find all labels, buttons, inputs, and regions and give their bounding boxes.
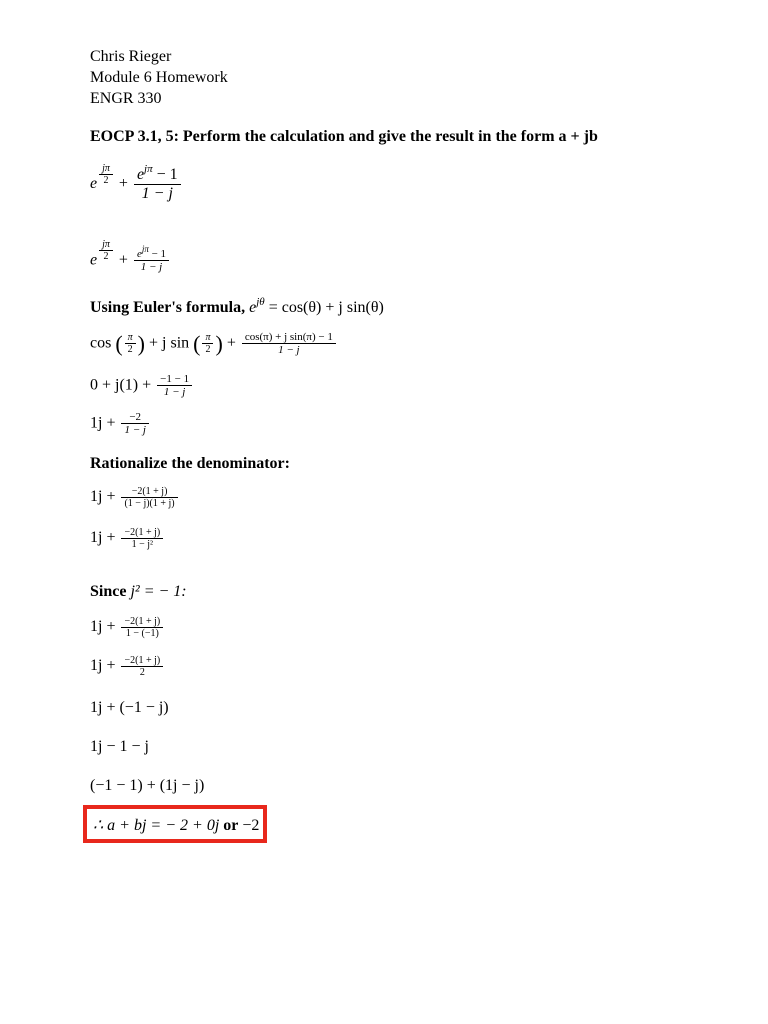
step-05: 1j + $\frac{-2(1 + j)}{1 - (-1)}$ (90, 616, 165, 639)
exponent-fraction: $\frac{j\pi}{2}$ (99, 163, 113, 186)
step-08: 1j − 1 − j (90, 738, 149, 755)
result-expression: ∴ a + bj = − 2 + 0j (93, 817, 220, 834)
problem-statement: EOCP 3.1, 5: Perform the calculation and give the result in the form a + jb (90, 128, 598, 145)
final-result (93, 815, 259, 835)
assignment-title: Module 6 Homework (90, 69, 228, 86)
base-e: e (90, 174, 98, 192)
main-fraction: $\frac{e^{j\pi} - 1}{1 - j}$ (134, 166, 181, 202)
step-06: 1j + $\frac{-2(1 + j)}{2}$ (90, 655, 165, 678)
step-07: 1j + (−1 − j) (90, 699, 169, 716)
course-code: ENGR 330 (90, 90, 162, 107)
expression-small: e $\frac{j\pi}{2}$ + $\frac{e^{j\pi} - 1}{1 - j}$ (90, 248, 171, 273)
step-01: 0 + j(1) + $\frac{-1 - 1}{1 - j}$ (90, 373, 194, 398)
step-09: (−1 − 1) + (1j − j) (90, 777, 205, 794)
euler-formula-line: Using Euler's formula, $e^{j\theta} = \cos(\theta) + j$ sin(θ) (90, 296, 384, 316)
rationalize-label: Rationalize the denominator: (90, 455, 290, 472)
euler-rhs: = cos(θ) + j sin(θ) (264, 299, 384, 316)
expression-large: e $\frac{j\pi}{2}$ + $\frac{e^{j\pi} - 1}{1 - j}$ (90, 166, 183, 202)
student-name: Chris Rieger (90, 48, 172, 65)
step-04: 1j + $\frac{-2(1 + j)}{\text{1 − j²}}$ (90, 527, 165, 550)
step-03: 1j + $\frac{-2(1 + j)}{(1 - j)(1 + j)}$ (90, 486, 180, 509)
step-02: 1j + $\frac{-2}{1 - j}$ (90, 411, 151, 436)
euler-label: Using Euler's formula, (90, 299, 246, 316)
cos-sin-step: cos ( $\frac{\pi}{2}$ ) + j sin ( $\frac{\pi}{2}$ ) + $\frac{\text{cos(π) + j sin(π) − 1}}{1 - j}$ (90, 331, 338, 356)
result-value: −2 (242, 817, 260, 834)
since-line: Since j² = − 1: (90, 583, 187, 600)
result-or: or (223, 817, 239, 834)
